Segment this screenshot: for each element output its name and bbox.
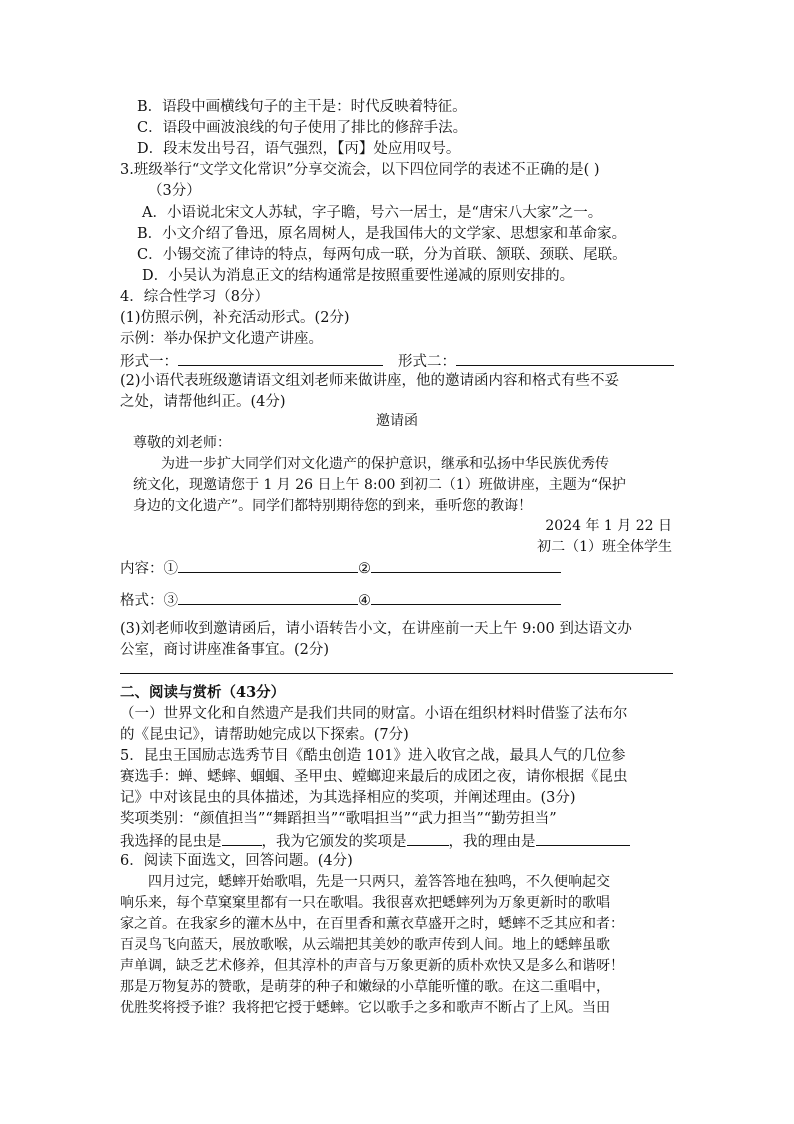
q5-line3: 记》中对该昆虫的具体描述，为其选择相应的奖项，并阐述理由。(3分) [120, 790, 576, 806]
fill-insect-label: 我选择的昆虫是 [120, 834, 222, 850]
q4-part1: (1)仿照示例，补充活动形式。(2分) [120, 310, 350, 326]
q3-option-b: B．小文介绍了鲁迅，原名周树人，是我国伟大的文学家、思想家和革命家。 [137, 226, 627, 242]
form2-blank[interactable] [456, 350, 674, 366]
fill-reason-label: ，我的理由是 [448, 834, 536, 850]
q5-fill-row [120, 830, 630, 852]
q5-awards: 奖项类别：“颜值担当”“舞蹈担当”“歌唱担当”“武力担当”“勤劳担当” [120, 811, 557, 827]
passage-line1: 四月过完，蟋蟀开始歌唱，先是一只两只，羞答答地在独鸣，不久便响起交 [148, 874, 610, 890]
q3-option-c: C．小锡交流了律诗的特点，每两句成一联，分为首联、颔联、颈联、尾联。 [137, 247, 627, 263]
letter-body-line2: 统文化，现邀请您于 1 月 26 日上午 8:00 到初二（1）班做讲座，主题为“保护 [133, 477, 626, 493]
q5-line2: 赛选手：蝉、蟋蟀、蝈蝈、圣甲虫、螳螂迎来最后的成团之夜，请你根据《昆虫 [120, 769, 628, 785]
q4-form1-row [120, 350, 383, 372]
q4-part3-line1: (3)刘老师收到邀请函后，请小语转告小文，在讲座前一天上午 9:00 到达语文办 [120, 621, 632, 637]
q4-form2-row [398, 350, 674, 372]
letter-date: 2024 年 1 月 22 日 [545, 518, 672, 534]
content-blank-1[interactable] [178, 557, 358, 573]
q2-option-b: B．语段中画横线句子的主干是：时代反映着特征。 [137, 99, 467, 115]
q6-title: 6．阅读下面选文，回答问题。(4分) [120, 853, 353, 869]
answer-line-q4-3[interactable] [120, 673, 673, 674]
marker-1: ① [163, 561, 178, 577]
form1-blank[interactable] [178, 350, 383, 366]
marker-2: ② [358, 561, 371, 577]
q3-stem: 3.班级举行“文学文化常识”分享交流会，以下四位同学的表述不正确的是( ) [120, 162, 600, 178]
letter-signature: 初二（1）班全体学生 [537, 539, 672, 555]
passage-line5: 声单调，缺乏艺术修养，但其淳朴的声音与万象更新的质朴欢快又是多么和谐呀！ [120, 958, 624, 974]
form1-label: 形式一： [120, 354, 178, 370]
passage-line2: 响乐来，每个草窠窠里都有一只在歌唱。我很喜欢把蟋蟀列为万象更新时的歌唱 [120, 895, 610, 911]
q4-title: 4．综合性学习（8分） [120, 289, 269, 305]
award-blank[interactable] [407, 830, 449, 846]
letter-body-line1: 为进一步扩大同学们对文化遗产的保护意识，继承和弘扬中华民族优秀传 [161, 456, 609, 472]
content-row [120, 557, 561, 579]
section2-title: 二、阅读与赏析（43分） [120, 684, 286, 701]
section2-intro-line2: 的《昆虫记》，请帮助她完成以下探索。(7分) [120, 727, 409, 743]
q4-example: 示例：举办保护文化遗产讲座。 [120, 331, 323, 347]
insect-blank[interactable] [222, 830, 262, 846]
format-row [120, 589, 561, 611]
format-blank-2[interactable] [371, 589, 561, 605]
letter-title: 邀请函 [376, 413, 418, 429]
passage-line3: 家之首。在我家乡的灌木丛中，在百里香和薰衣草盛开之时，蟋蟀不乏其应和者： [120, 916, 624, 932]
content-label: 内容： [120, 561, 164, 577]
q2-option-d: D．段末发出号召，语气强烈，【丙】处应用叹号。 [137, 141, 461, 157]
section2-intro-line1: （一）世界文化和自然遗产是我们共同的财富。小语在组织材料时借鉴了法布尔 [120, 706, 628, 722]
q4-part2-line2: 之处，请帮他纠正。(4分) [120, 394, 286, 410]
q5-line1: 5．昆虫王国励志选秀节目《酷虫创造 101》进入收官之战，最具人气的几位参 [120, 748, 626, 764]
q4-part2-line1: (2)小语代表班级邀请语文组刘老师来做讲座，他的邀请函内容和格式有些不妥 [120, 373, 620, 389]
reason-blank[interactable] [536, 830, 630, 846]
letter-salutation: 尊敬的刘老师： [133, 435, 231, 451]
letter-body-line3: 身边的文化遗产”。同学们都特别期待您的到来，垂听您的教诲！ [133, 498, 533, 514]
marker-3: ③ [163, 593, 178, 609]
form2-label: 形式二： [398, 354, 456, 370]
q3-score: （3分） [148, 183, 201, 199]
content-blank-2[interactable] [371, 557, 561, 573]
format-blank-1[interactable] [178, 589, 358, 605]
format-label: 格式： [120, 593, 164, 609]
q4-part3-line2: 公室，商讨讲座准备事宜。(2分) [120, 642, 330, 658]
passage-line4: 百灵鸟飞向蓝天，展放歌喉，从云端把其美妙的歌声传到人间。地上的蟋蟀虽歌 [120, 937, 610, 953]
passage-line7: 优胜奖将授予谁？我将把它授于蟋蟀。它以歌手之多和歌声不断占了上风。当田 [120, 1000, 610, 1016]
q2-option-c: C．语段中画波浪线的句子使用了排比的修辞手法。 [137, 120, 468, 136]
q3-option-d: D．小吴认为消息正文的结构通常是按照重要性递减的原则安排的。 [142, 268, 575, 284]
fill-award-label: ，我为它颁发的奖项是 [261, 834, 407, 850]
marker-4: ④ [358, 593, 371, 609]
q3-option-a: A．小语说北宋文人苏轼，字子瞻，号六一居士，是“唐宋八大家”之一。 [142, 205, 603, 221]
passage-line6: 那是万物复苏的赞歌，是萌芽的种子和嫩绿的小草能听懂的歌。在这二重唱中， [120, 979, 610, 995]
